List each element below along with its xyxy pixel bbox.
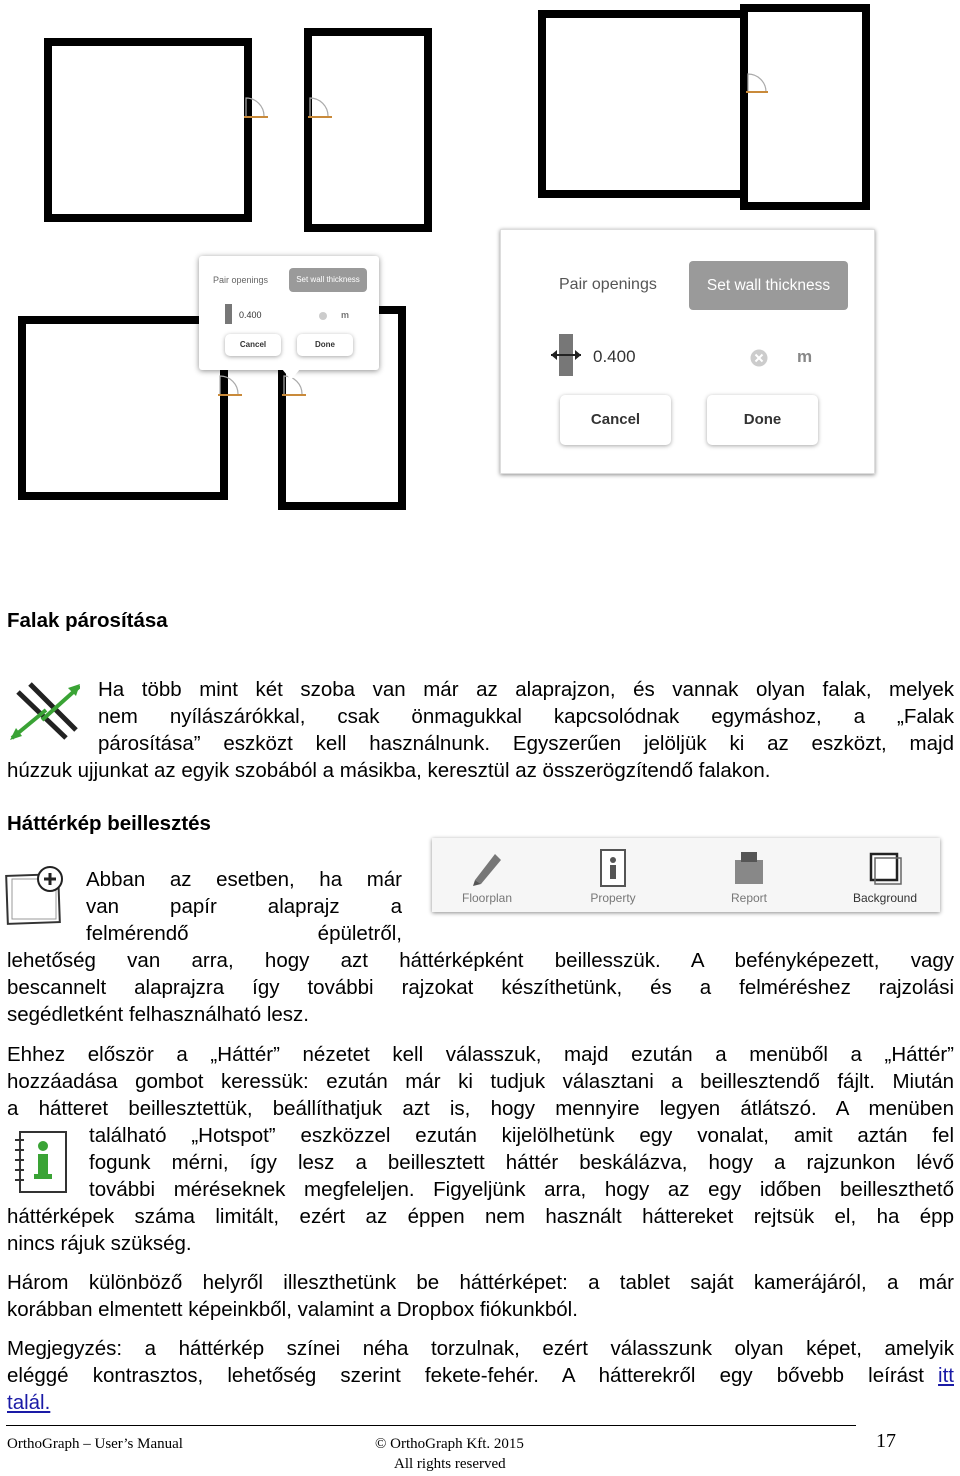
footer-rights: All rights reserved	[394, 1456, 506, 1472]
room	[304, 28, 432, 232]
thickness-value[interactable]: 0.400	[239, 310, 262, 320]
set-wall-thickness-tab[interactable]: Set wall thickness	[289, 268, 367, 292]
toolbar-label: Background	[852, 891, 918, 905]
clear-icon[interactable]	[750, 349, 768, 367]
section2-paragraph-1	[7, 947, 954, 1028]
text-line: Ha több mint két szoba van már az alaprajzon, és vannak olyan falak, melyek	[98, 678, 954, 701]
footer-rule	[6, 1425, 856, 1426]
text-line: fogunk mérni, így lesz a beillesztett háttér beskálázva, hogy a rajzunkon lévő	[89, 1151, 954, 1174]
footer-center: © OrthoGraph Kft. 2015	[375, 1436, 524, 1452]
text-line: Három különböző helyről illeszthetünk be háttérképet: a tablet saját kamerájáról, a már	[7, 1271, 954, 1294]
text-line: Ehhez először a „Háttér” nézetet kell válasszuk, majd ezután a menüből a „Háttér”	[7, 1043, 954, 1066]
section-heading-background-image: Háttérkép beillesztés	[7, 812, 211, 835]
text-line: a hátteret beillesztettük, beállíthatjuk azt is, hogy mennyire legyen átlátszó. A menüben	[7, 1097, 954, 1120]
page-number: 17	[876, 1430, 896, 1452]
wall-thickness-icon	[551, 330, 581, 380]
section2-paragraph-2	[7, 1041, 954, 1257]
section-heading-wall-pairing: Falak párosítása	[7, 609, 168, 632]
unit-label: m	[341, 310, 350, 320]
toolbar-item-background[interactable]	[830, 846, 940, 905]
clear-icon[interactable]	[319, 312, 327, 320]
section2-paragraph-4	[7, 1335, 954, 1416]
text-line: segédletként felhasználható lesz.	[7, 1003, 310, 1026]
toolbar-item-property[interactable]	[558, 846, 668, 905]
section1-paragraph	[7, 676, 954, 784]
door-icon	[242, 96, 272, 120]
text-line: Abban az esetben, ha már	[86, 868, 402, 891]
set-wall-thickness-tab[interactable]: Set wall thickness	[689, 261, 848, 310]
text-line: bescannelt alaprajzra így további rajzokat készíthetünk, és a felméréshez rajzolási	[7, 976, 954, 999]
pair-openings-tab[interactable]: Pair openings	[213, 275, 269, 285]
popup-pointer-icon	[282, 369, 300, 381]
toolbar-item-report[interactable]	[694, 846, 804, 905]
room	[740, 4, 870, 210]
wall-thickness-icon	[225, 304, 232, 324]
toolbar-label: Property	[590, 891, 636, 905]
text-line: húzzuk ujjunkat az egyik szobából a másikba, keresztül az összerögzítendő falakon.	[7, 759, 771, 782]
unit-label: m	[797, 347, 813, 366]
text-line: van papír alaprajz a	[86, 895, 402, 918]
text-line	[7, 1389, 954, 1416]
door-icon	[744, 70, 772, 96]
text-line: háttérképek száma limitált, ezért az éppen nem használt háttereket rejtsük el, ha épp	[7, 1205, 954, 1228]
room	[44, 38, 252, 222]
cancel-button[interactable]: Cancel	[560, 395, 671, 445]
text-line: Megjegyzés: a háttérkép színei néha torzulnak, ezért válasszunk olyan képet, amelyik	[7, 1337, 954, 1360]
toolbar-item-floorplan[interactable]	[432, 846, 542, 905]
text-line: lehetőség van arra, hogy azt háttérképként beillesszük. A befényképezett, vagy	[7, 949, 954, 972]
done-button[interactable]: Done	[297, 334, 353, 356]
toolbar-label: Report	[730, 891, 768, 905]
cancel-button[interactable]: Cancel	[225, 334, 281, 356]
text-line: nem nyílászárókkal, csak önmagukkal kapcsolódnak egymáshoz, a „Falak	[98, 705, 954, 728]
app-toolbar-screenshot	[432, 838, 940, 912]
door-icon	[216, 374, 246, 398]
room	[18, 316, 228, 500]
floorplan-icon	[465, 846, 509, 890]
done-button[interactable]: Done	[707, 395, 818, 445]
link-itt[interactable]: itt	[938, 1364, 954, 1387]
wall-thickness-popup-small	[199, 256, 379, 370]
footer-left: OrthoGraph – User’s Manual	[7, 1436, 183, 1452]
background-icon	[863, 846, 907, 890]
text-line: további méréseknek megfeleljen. Figyeljünk arra, hogy az egy időben beilleszthető	[89, 1178, 954, 1201]
section2-intro	[86, 866, 402, 947]
pair-openings-tab[interactable]: Pair openings	[559, 276, 657, 293]
report-icon	[727, 846, 771, 890]
text-span: eléggé kontrasztos, lehetőség szerint fekete-fehér. A hátterekről egy bővebb leírást	[7, 1364, 924, 1387]
property-icon	[591, 846, 635, 890]
section2-paragraph-3	[7, 1269, 954, 1323]
room	[538, 10, 748, 198]
thickness-value[interactable]: 0.400	[593, 347, 636, 366]
add-background-icon	[4, 865, 68, 927]
text-line: korábban elmentett képeinkből, valamint a Dropbox fiókunkból.	[7, 1298, 578, 1321]
text-line: felmérendő épületről,	[86, 922, 402, 945]
text-line: található „Hotspot” eszközzel ezután kijelölhetünk egy vonalat, amit aztán fel	[89, 1124, 954, 1147]
text-line: párosítása” eszközt kell használnunk. Egyszerűen jelöljük ki az eszközt, majd	[98, 732, 954, 755]
toolbar-label: Floorplan	[461, 891, 513, 905]
link-talal[interactable]: talál.	[7, 1391, 51, 1414]
text-line: nincs rájuk szükség.	[7, 1232, 192, 1255]
wall-thickness-popup-large	[500, 229, 875, 474]
door-icon	[306, 96, 336, 120]
text-line	[7, 1362, 954, 1389]
text-line: hozzáadása gombot keressük: ezután már ki tudjuk választani a beillesztendő fájlt. Miután	[7, 1070, 954, 1093]
